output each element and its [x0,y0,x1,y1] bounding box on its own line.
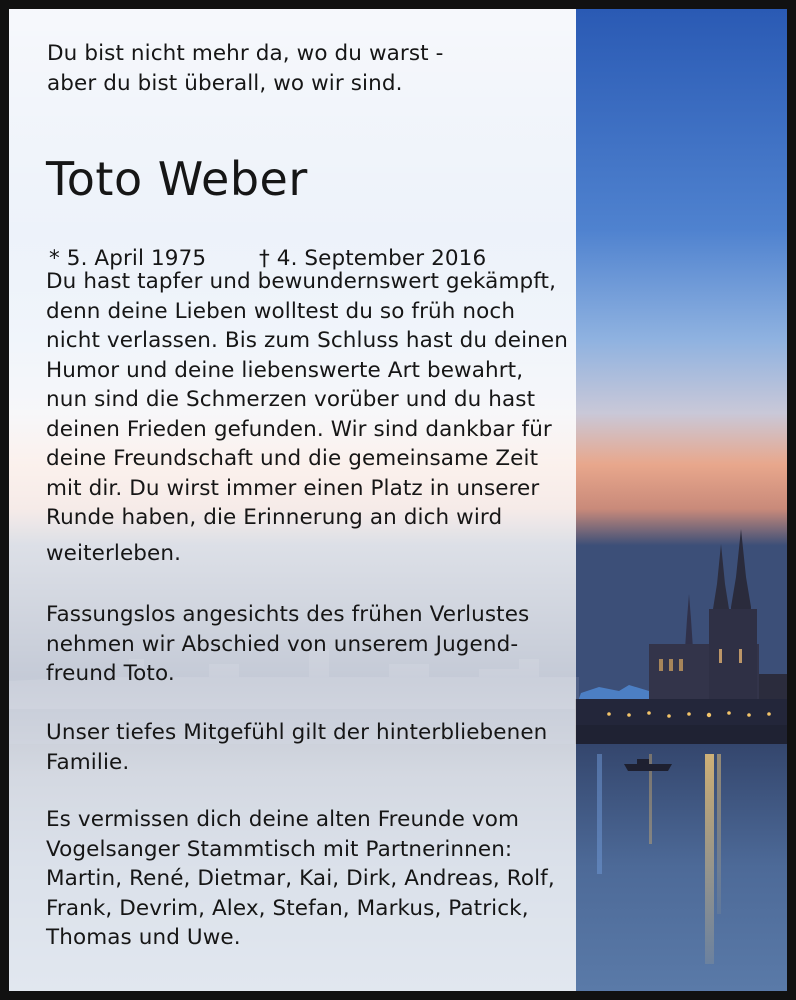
tribute-paragraph: Du hast tapfer und bewundernswert gekämpft, denn deine Lieben wolltest du so früh noch nicht verlassen. Bis zum Schluss hast du deinen Humor und deine liebenswerte Art bewahrt, nun sind die Schmerzen vorüber und du hast deinen Frieden gefunden. Wir sind dankbar für deine Freundschaft und die gemeinsame Zeit mit dir. Du wirst immer einen Platz in unserer Runde haben, die Erinnerung an dich wird [46,269,568,530]
motto-quote: Du bist nicht mehr da, wo du warst - aber du bist überall, wo wir sind. [47,41,444,96]
tribute-paragraph-end: weiterleben. [46,541,182,566]
birth-date: * 5. April 1975 [49,246,207,271]
condolence-paragraph: Unser tiefes Mitgefühl gilt der hinterbliebenen Familie. [46,720,548,775]
death-date: † 4. September 2016 [259,246,487,271]
signature-paragraph: Es vermissen dich deine alten Freunde vom Vogelsanger Stammtisch mit Partnerinnen: Martin, René, Dietmar, Kai, Dirk, Andreas, Rolf, Frank, Devrim, Alex, Stefan, Markus, Patrick, Thomas und Uwe. [46,807,555,950]
farewell-paragraph: Fassungslos angesichts des frühen Verlustes nehmen wir Abschied von unserem Jugend- freund Toto. [46,602,530,686]
life-dates [49,214,486,274]
boat-shape [624,764,672,771]
deceased-name: Toto Weber [46,152,308,206]
